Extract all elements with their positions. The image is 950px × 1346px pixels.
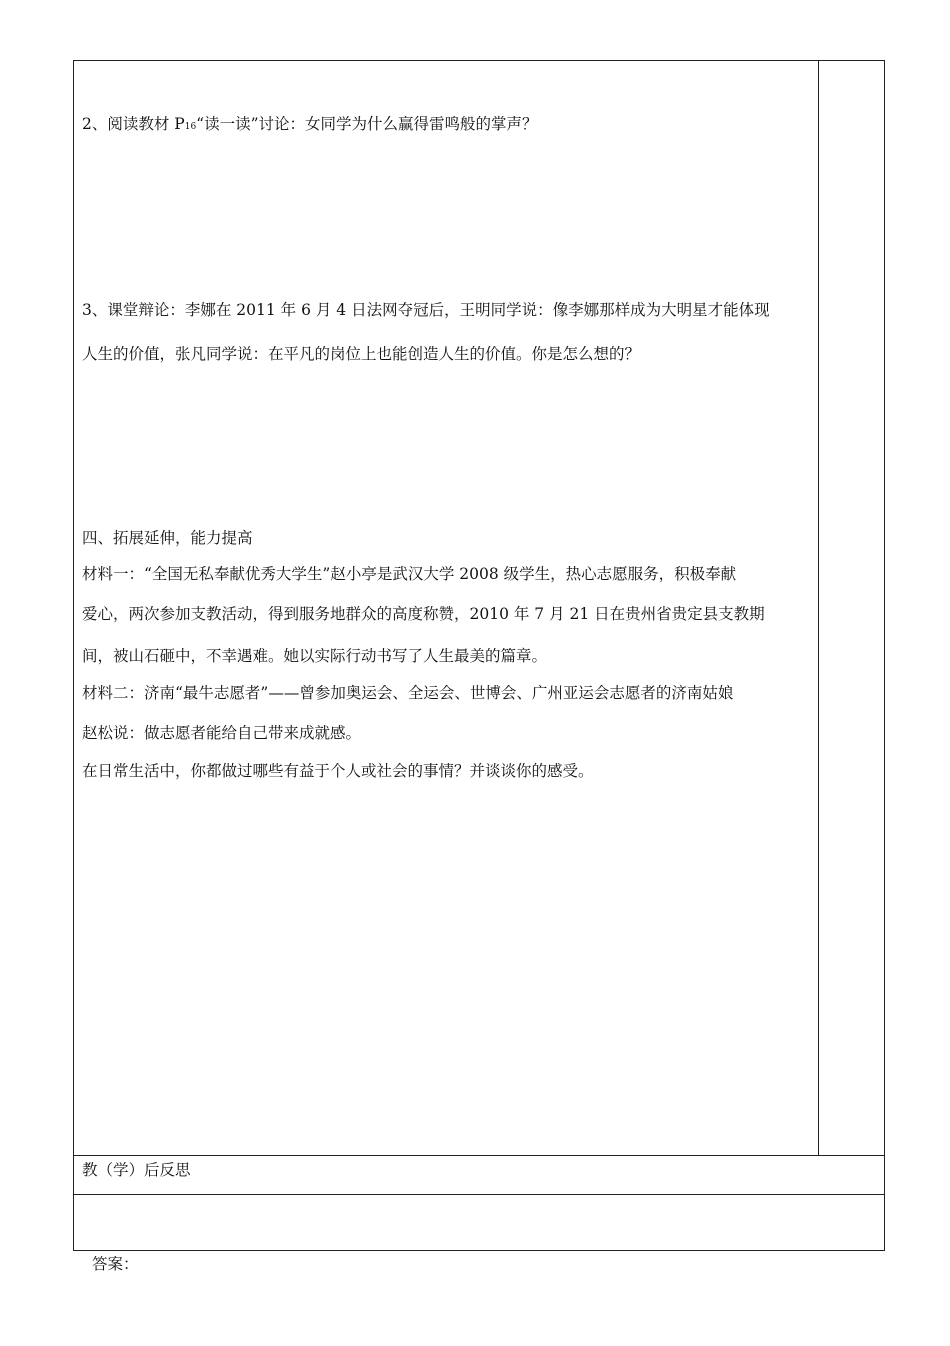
material-1-line-1: 材料一：“全国无私奉献优秀大学生”赵小亭是武汉大学 2008 级学生，热心志愿服务，积极奉献 <box>82 565 737 583</box>
reflection-content-divider <box>73 1194 885 1195</box>
section-4-heading: 四、拓展延伸，能力提高 <box>82 529 253 547</box>
question-2-prefix: 2、阅读教材 P <box>82 115 185 133</box>
question-3-line-1: 3、课堂辩论：李娜在 2011 年 6 月 4 日法网夺冠后，王明同学说：像李娜那样成为大明星才能体现 <box>82 301 770 319</box>
reflection-label: 教（学）后反思 <box>82 1161 191 1179</box>
reflection-row-divider <box>73 1155 885 1156</box>
material-1-line-3: 间，被山石砸中，不幸遇难。她以实际行动书写了人生最美的篇章。 <box>82 647 548 665</box>
question-2-page-subscript: 16 <box>184 122 197 132</box>
question-2 <box>82 114 538 137</box>
section-4-question: 在日常生活中，你都做过哪些有益于个人或社会的事情？并谈谈你的感受。 <box>82 762 594 780</box>
material-1-line-2: 爱心，两次参加支教活动，得到服务地群众的高度称赞，2010 年 7 月 21 日在贵州省贵定县支教期 <box>82 605 765 623</box>
material-2-line-1: 材料二：济南“最牛志愿者”——曾参加奥运会、全运会、世博会、广州亚运会志愿者的济南姑娘 <box>82 684 734 702</box>
side-column-divider <box>818 60 819 1156</box>
question-2-suffix: “读一读”讨论：女同学为什么赢得雷鸣般的掌声？ <box>196 115 538 133</box>
answer-label: 答案： <box>92 1255 139 1273</box>
question-3-line-2: 人生的价值，张凡同学说：在平凡的岗位上也能创造人生的价值。你是怎么想的？ <box>82 345 641 363</box>
material-2-line-2: 赵松说：做志愿者能给自己带来成就感。 <box>82 724 362 742</box>
